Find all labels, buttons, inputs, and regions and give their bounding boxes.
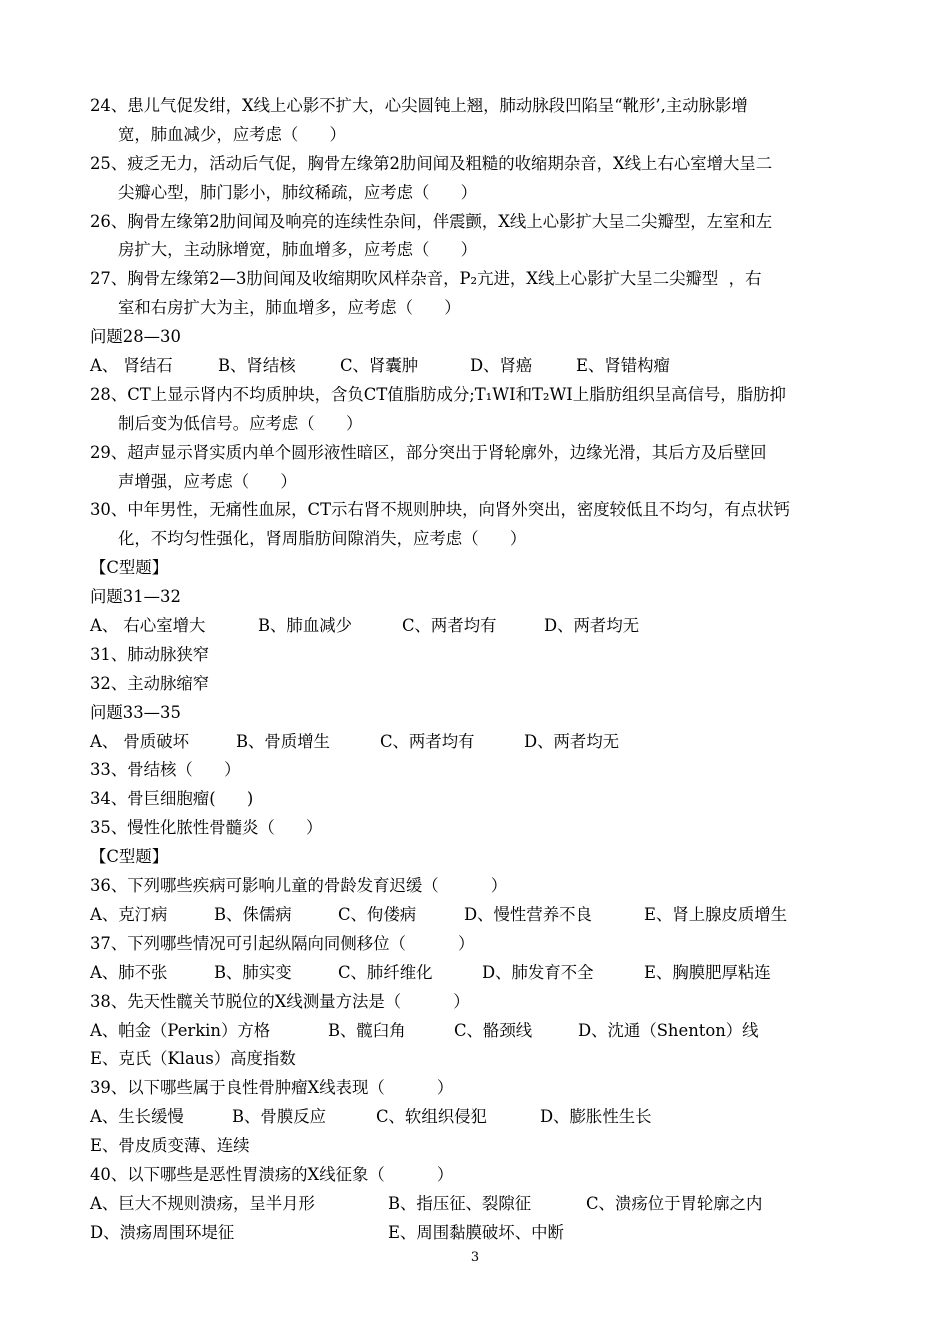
option-c: C、软组织侵犯 xyxy=(376,1107,487,1127)
question-stem: 36、下列哪些疾病可影响儿童的骨龄发育迟缓（ ） xyxy=(90,876,508,896)
option-b: B、髋臼角 xyxy=(328,1020,406,1040)
option-a: A、克汀病 xyxy=(90,904,168,924)
option-d: D、肺发育不全 xyxy=(482,962,594,982)
option-d: D、膨胀性生长 xyxy=(540,1107,652,1127)
section-heading: 【C型题】 xyxy=(90,847,169,867)
question-group-title: 问题31—32 xyxy=(90,587,181,607)
question-line: 宽，肺血减少，应考虑（ ） xyxy=(118,124,346,144)
option-b: B、骨膜反应 xyxy=(232,1107,326,1127)
question-40 xyxy=(90,1161,870,1248)
option-e: E、肾错构瘤 xyxy=(576,356,670,376)
question-27 xyxy=(90,265,870,323)
question-stem: 39、以下哪些属于良性骨肿瘤X线表现（ ） xyxy=(90,1078,454,1098)
option-row xyxy=(90,959,870,988)
question-37 xyxy=(90,930,870,988)
question-line: 30、中年男性，无痛性血尿，CT示右肾不规则肿块，向肾外突出，密度较低且不均匀，有点状钙 xyxy=(90,500,790,520)
question-stem: 40、以下哪些是恶性胃溃疡的X线征象（ ） xyxy=(90,1164,454,1184)
option-e: E、骨皮质变薄、连续 xyxy=(90,1136,250,1156)
option-row xyxy=(90,728,870,757)
question-29 xyxy=(90,439,870,497)
option-c: C、两者均有 xyxy=(402,616,497,636)
option-c: C、肺纤维化 xyxy=(338,962,433,982)
option-d: D、两者均无 xyxy=(524,731,620,751)
option-c: C、肾囊肿 xyxy=(340,356,419,376)
option-row xyxy=(90,1219,870,1248)
question-line: 室和右房扩大为主，肺血增多，应考虑（ ） xyxy=(118,298,461,318)
option-e: E、周围黏膜破坏、中断 xyxy=(388,1222,564,1242)
option-a: A、帕金（Perkin）方格 xyxy=(90,1020,271,1040)
option-b: B、侏儒病 xyxy=(214,904,292,924)
question-line: 房扩大，主动脉增宽，肺血增多，应考虑（ ） xyxy=(118,240,478,260)
question-35: 35、慢性化脓性骨髓炎（ ） xyxy=(90,818,323,838)
question-28 xyxy=(90,381,870,439)
option-a: A、巨大不规则溃疡，呈半月形 xyxy=(90,1193,315,1213)
option-a: A、 骨质破坏 xyxy=(90,731,189,751)
question-line: 声增强，应考虑（ ） xyxy=(118,471,297,491)
option-b: B、指压征、裂隙征 xyxy=(388,1193,532,1213)
question-25 xyxy=(90,150,870,208)
option-a: A、 肾结石 xyxy=(90,356,173,376)
question-line: 化，不均匀性强化，肾周脂肪间隙消失，应考虑（ ） xyxy=(118,529,527,549)
option-row xyxy=(90,1103,870,1132)
option-c: C、佝偻病 xyxy=(338,904,417,924)
question-line: 尖瓣心型，肺门影小，肺纹稀疏，应考虑（ ） xyxy=(118,182,478,202)
option-d: D、沈通（Shenton）线 xyxy=(578,1020,759,1040)
option-row xyxy=(90,612,870,641)
option-row xyxy=(90,901,870,930)
option-b: B、肾结核 xyxy=(218,356,296,376)
question-stem: 37、下列哪些情况可引起纵隔向同侧移位（ ） xyxy=(90,933,475,953)
option-e: E、克氏（Klaus）高度指数 xyxy=(90,1049,296,1069)
option-c: C、骼颈线 xyxy=(454,1020,533,1040)
question-line: 29、超声显示肾实质内单个圆形液性暗区，部分突出于肾轮廓外，边缘光滑，其后方及后壁回 xyxy=(90,442,767,462)
document-body xyxy=(90,92,870,1248)
question-line: 25、疲乏无力，活动后气促，胸骨左缘第2肋间闻及粗糙的收缩期杂音，X线上右心室增大呈二 xyxy=(90,153,773,173)
question-36 xyxy=(90,872,870,930)
option-b: B、肺血减少 xyxy=(258,616,352,636)
question-33: 33、骨结核（ ） xyxy=(90,760,241,780)
question-38 xyxy=(90,988,870,1075)
option-e: E、肾上腺皮质增生 xyxy=(644,904,788,924)
option-a: A、生长缓慢 xyxy=(90,1107,184,1127)
question-24 xyxy=(90,92,870,150)
question-line: 26、胸骨左缘第2肋间闻及响亮的连续性杂间，伴震颤，X线上心影扩大呈二尖瓣型，左室和左 xyxy=(90,211,773,231)
option-c: C、两者均有 xyxy=(380,731,475,751)
question-34: 34、骨巨细胞瘤( ) xyxy=(90,789,254,809)
option-d: D、两者均无 xyxy=(544,616,640,636)
option-a: A、肺不张 xyxy=(90,962,168,982)
question-26 xyxy=(90,208,870,266)
page-number: 3 xyxy=(470,1250,480,1265)
question-stem: 38、先天性髋关节脱位的X线测量方法是（ ） xyxy=(90,991,470,1011)
question-line: 制后变为低信号。应考虑（ ） xyxy=(118,413,363,433)
option-d: D、溃疡周围环堤征 xyxy=(90,1222,235,1242)
question-line: 28、CT上显示肾内不均质肿块，含负CT值脂肪成分;T₁WI和T₂WI上脂肪组织呈高信号，脂肪抑 xyxy=(90,384,786,404)
option-e: E、胸膜肥厚粘连 xyxy=(644,962,771,982)
question-30 xyxy=(90,496,870,554)
option-d: D、慢性营养不良 xyxy=(464,904,592,924)
section-heading: 【C型题】 xyxy=(90,558,169,578)
option-b: B、肺实变 xyxy=(214,962,292,982)
question-group-title: 问题33—35 xyxy=(90,702,181,722)
option-b: B、骨质增生 xyxy=(236,731,330,751)
question-line: 27、胸骨左缘第2—3肋间闻及收缩期吹风样杂音，P₂亢进，X线上心影扩大呈二尖瓣型 ，右 xyxy=(90,269,762,289)
option-row xyxy=(90,1190,870,1219)
option-row xyxy=(90,352,870,381)
question-39 xyxy=(90,1074,870,1161)
question-line: 24、患儿气促发绀，X线上心影不扩大，心尖圆钝上翘，肺动脉段凹陷呈“靴形’,主动脉影增 xyxy=(90,96,748,115)
question-group-title: 问题28—30 xyxy=(90,327,181,347)
option-a: A、 右心室增大 xyxy=(90,616,206,636)
option-c: C、溃疡位于胃轮廓之内 xyxy=(586,1193,763,1213)
option-row xyxy=(90,1017,870,1046)
option-d: D、肾癌 xyxy=(470,356,533,376)
question-32: 32、主动脉缩窄 xyxy=(90,673,210,693)
question-31: 31、肺动脉狭窄 xyxy=(90,644,210,664)
